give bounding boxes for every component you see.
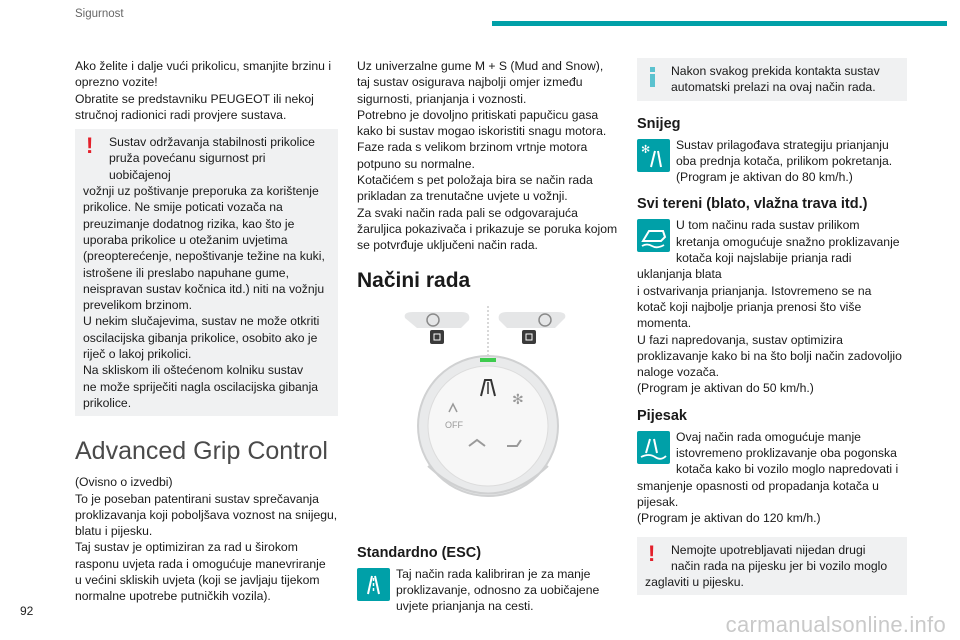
- mode-mud-block: U tom načinu rada sustav prilikom kretanja omogućuje snažno proklizavanje kotača koji najslabije prianja radi uklanjanja blata i ostvarivanja prianjanja. Istovremeno se na kotač koji najbolje prianja prenosi što više momenta. U fazi napredovanja, sustav optimizira proklizavanje kako bi na što bolji način zadovoljio naloge vozača. (Program je aktivan do 50 km/h.): [637, 218, 902, 396]
- mode-sand-icon: [637, 431, 670, 464]
- trailer-warning-box: ! Sustav održavanja stabilnosti prikolice pruža povećanu sigurnost pri uobičajenoj vožnji uz poštivanje preporuka za korištenje prikolice. Ne smije poticati vozača na preuzimanje dodatnog rizika, kao što je uporaba prikolice u otežanim uvjetima (preopterećenje, nepoštivanje težine na kuki, istrošene ili preslabo napuhane gume, neispravan sustav kočnica itd.) niti na vožnju prevelikom brzinom. U nekim slučajevima, sustav ne može otkriti oscilacijska gibanja prikolice, osobito ako je riječ o lakoj prikolici. Na skliskom ili oštećenom kolniku sustav ne može spriječiti nagla oscilacijska gibanja prikolice.: [75, 129, 338, 416]
- column-2: [357, 58, 619, 614]
- dial-selector-icon: [357, 306, 619, 536]
- watermark: carmanualsonline.info: [725, 612, 946, 637]
- mode-title-standard: Standardno (ESC): [357, 544, 482, 561]
- mode-standard-block: Taj način rada kalibriran je za manje proklizavanje, odnosno za uobičajene uvjete prianjanja na cesti.: [357, 566, 619, 615]
- info-icon: [650, 67, 655, 87]
- svg-text:✻: ✻: [641, 142, 651, 156]
- agc-description: (Ovisno o izvedbi) To je poseban patentirani sustav sprečavanja proklizavanja koji poboljšava voznost na snijegu, blatu i pijesku. Taj sustav je optimiziran za rad u širokom rasponu uvjeta rada i omogućuje manevriranje u većini skliskih uvjeta (koji se javljaju tijekom normalne upotrebe putničkih vozila).: [75, 475, 338, 604]
- running-header: Sigurnost: [75, 8, 124, 20]
- exclamation-icon: !: [86, 133, 94, 159]
- mode-snow-block: ✻ Sustav prilagođava strategiju prianjanju oba prednja kotača, prilikom pokretanja. (Program je aktivan do 80 km/h.): [637, 137, 907, 186]
- svg-text:✻: ✻: [512, 391, 524, 408]
- page-number: 92: [20, 604, 34, 618]
- column-3: [637, 58, 907, 595]
- trailer-intro: Ako želite i dalje vući prikolicu, smanjite brzinu i oprezno vozite! Obratite se predstavniku PEUGEOT ili nekoj stručnoj radionici radi provjere sustava.: [75, 59, 332, 122]
- agc-intro: Uz univerzalne gume M + S (Mud and Snow), taj sustav osigurava najbolji omjer između sigurnosti, prianjanja i voznosti. Potrebno je dovoljno pritiskati papučicu gasa kako bi sustav mogao iskoristiti snagu motora. Faze rada s velikom brzinom vrtnje motora potpuno su normalne. Kotačićem s pet položaja bira se način rada prikladan za trenutačne uvjete u vožnji. Za svaki način rada pali se odgovarajuća žaruljica pokazivača i prikazuje se poruka kojom se potvrđuje uključeni način rada.: [357, 59, 618, 253]
- exclamation-icon: !: [648, 540, 656, 566]
- mode-title-sand: Pijesak: [637, 407, 687, 424]
- mode-snow-icon: [637, 139, 670, 172]
- section-title-agc: Advanced Grip Control: [75, 437, 328, 466]
- section-title-modes: Načini rada: [357, 268, 471, 292]
- mode-selector-figure: [357, 306, 619, 536]
- mode-title-snow: Snijeg: [637, 115, 681, 132]
- mode-mud-icon: [637, 219, 670, 252]
- sand-warning-box: ! Nemojte upotrebljavati nijedan drugi način rada na pijesku jer bi vozilo moglo zaglaviti u pijesku.: [637, 537, 907, 596]
- info-box: Nakon svakog prekida kontakta sustav automatski prelazi na ovaj način rada.: [637, 58, 907, 101]
- svg-text:OFF: OFF: [445, 419, 463, 430]
- mode-sand-block: Ovaj način rada omogućuje manje istovremeno proklizavanje oba pogonska kotača kako bi vozilo moglo napredovati i smanjenje opasnosti od propadanja kotača u pijesak. (Program je aktivan do 120 km/h.): [637, 429, 899, 526]
- column-1: [75, 58, 338, 605]
- header-accent-bar: [492, 21, 947, 26]
- mode-standard-icon: [357, 568, 390, 601]
- mode-title-mud: Svi tereni (blato, vlažna trava itd.): [637, 196, 868, 213]
